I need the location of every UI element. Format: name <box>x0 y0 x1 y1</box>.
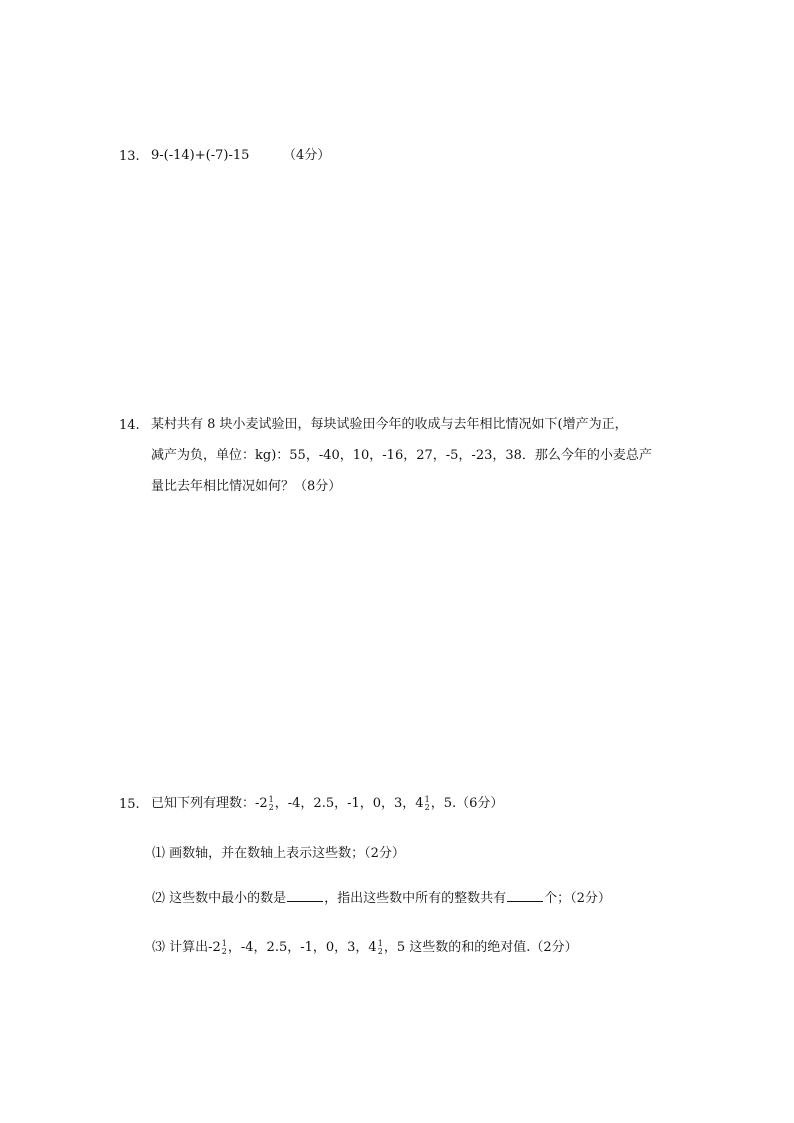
fraction-denominator: 2 <box>424 802 430 812</box>
question-15-stem-mid: ，-4，2.5，-1，0，3，4 <box>274 796 424 811</box>
fraction-numerator: 1 <box>268 794 274 804</box>
question-15-sub-3 <box>152 939 578 957</box>
sub-3-suffix: ，5 这些数的和的绝对值.（2分） <box>383 940 578 955</box>
question-15-stem-prefix: 已知下列有理数：-2 <box>151 796 268 811</box>
question-14-line-3: 量比去年相比情况如何？（8分） <box>151 479 342 494</box>
sub-3-prefix: ⑶ 计算出-2 <box>152 940 221 955</box>
question-13-number: 13. <box>119 149 140 164</box>
question-15-stem-suffix: ，5.（6分） <box>430 796 504 811</box>
question-15-sub-1: ⑴ 画数轴，并在数轴上表示这些数；（2分） <box>152 846 405 861</box>
sub-2-text-b: ，指出这些数中所有的整数共有 <box>324 891 507 906</box>
question-15-number: 15. <box>119 797 140 812</box>
fraction-numerator: 1 <box>424 794 430 804</box>
fraction-numerator: 1 <box>221 938 227 948</box>
sub-3-mid: ，-4，2.5，-1，0，3，4 <box>227 940 377 955</box>
question-14-line-1: 某村共有 8 块小麦试验田，每块试验田今年的收成与去年相比情况如下(增产为正， <box>151 417 628 432</box>
question-14-line-2: 减产为负，单位：kg)：55，-40，10，-16，27，-5，-23，38．那么今年的小麦总产 <box>151 448 652 463</box>
answer-blank-min[interactable] <box>287 889 323 902</box>
sub-2-text-a: ⑵ 这些数中最小的数是 <box>152 891 287 906</box>
fraction-denominator: 2 <box>268 802 274 812</box>
question-15-stem <box>151 795 503 813</box>
question-14-number: 14. <box>119 418 140 433</box>
question-15-sub-2 <box>152 889 611 908</box>
fraction-half <box>222 940 227 956</box>
fraction-half <box>269 796 274 812</box>
answer-blank-count[interactable] <box>507 889 543 902</box>
fraction-half <box>378 940 383 956</box>
fraction-numerator: 1 <box>377 938 383 948</box>
question-13-score: （4分） <box>283 148 331 163</box>
fraction-half <box>425 796 430 812</box>
fraction-denominator: 2 <box>377 946 383 956</box>
fraction-denominator: 2 <box>221 946 227 956</box>
question-13-expression: 9-(-14)+(-7)-15 <box>151 148 250 163</box>
sub-2-text-c: 个；（2分） <box>544 891 611 906</box>
